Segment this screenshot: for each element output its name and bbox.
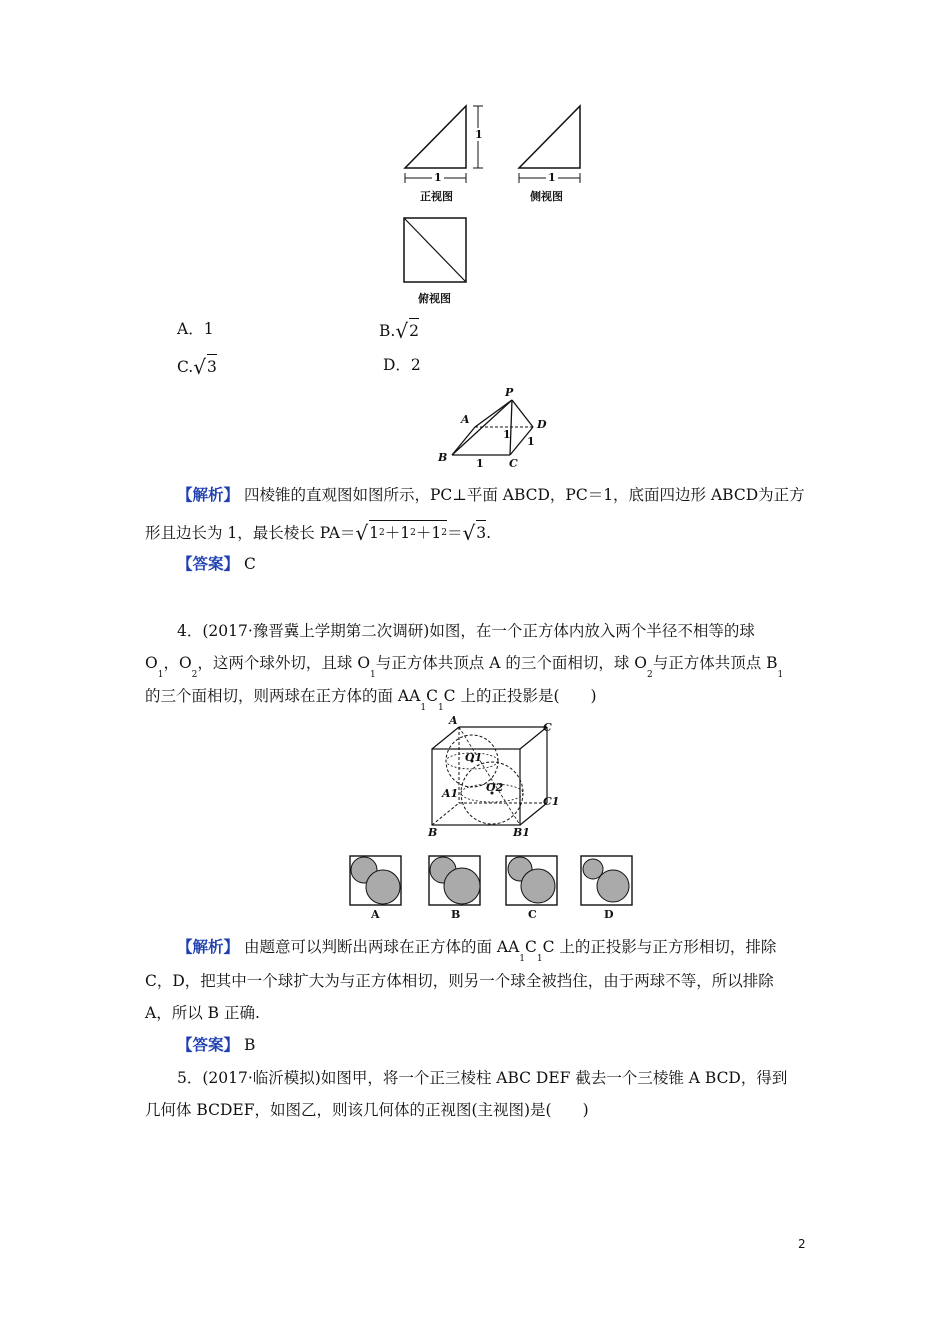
q3-option-a: A．1 [177,320,214,338]
projection-option-a-label: A [371,908,380,921]
projection-option-c-label: C [528,908,537,921]
cube-vertex-a1: A1 [442,787,459,800]
q4-analysis-tag: 【解析】 [177,938,240,956]
pyramid-vertex-a: A [461,413,470,426]
front-view-width-label: 1 [434,171,442,184]
front-view-figure [398,100,498,180]
q3-analysis-line2: 形且边长为 1，最长棱长 PA＝√12＋12＋12＝√3. [145,521,492,545]
q4-answer-tag: 【答案】 [177,1036,240,1054]
q4-analysis-line3: A，所以 B 正确. [145,1004,260,1022]
q5-line2: 几何体 BCDEF，如图乙，则该几何体的正视图(主视图)是( ) [145,1101,589,1119]
pyramid-vertex-b: B [438,451,448,464]
projection-option-b-figure [428,855,482,907]
cube-vertex-c: C [543,721,552,734]
q3-option-c: C.√3 [177,355,217,379]
q4-line3: 的三个面相切，则两球在正方体的面 $AA_1C_1C$ 上的正投影是( ) [145,687,597,713]
q4-analysis-line1: 【解析】 由题意可以判断出两球在正方体的面 $AA_1C_1C$ 上的正投影与正方形相切，排除 [177,938,777,964]
q4-answer: 【答案】 B [177,1036,256,1054]
q3-answer-tag: 【答案】 [177,555,240,573]
pyramid-vertex-d: D [537,418,547,431]
projection-option-c-figure [505,855,559,907]
projection-option-b-label: B [451,908,461,921]
q5-line1: 5．(2017·临沂模拟)如图甲，将一个正三棱柱 ABC DEF 截去一个三棱锥 A BCD，得到 [177,1069,788,1087]
q3-option-b: B.√2 [379,319,419,343]
page-number: 2 [798,1237,806,1251]
cube-vertex-c1: C1 [543,795,560,808]
q3-analysis-tag: 【解析】 [177,486,240,504]
pyramid-edge-pc-label: 1 [503,428,511,441]
projection-option-a-figure [349,855,403,907]
q3-analysis-line1: 【解析】 四棱锥的直观图如图所示，PC⊥平面 ABCD，PC＝1，底面四边形 ABCD为正方 [177,486,805,504]
cube-vertex-b: B [428,826,438,839]
q4-line2: $O_1$，$O_2$，这两个球外切，且球 $O_1$与正方体共顶点 A 的三个面相切，球 $O_2$与正方体共顶点 $B_1$ [145,654,784,680]
top-view-figure [402,216,472,286]
side-view-figure [513,100,593,180]
pyramid-edge-cd-label: 1 [527,435,535,448]
side-view-caption: 侧视图 [530,190,563,203]
projection-option-d-label: D [604,908,614,921]
cube-center-o2: O2 [486,781,504,794]
pyramid-edge-bc-label: 1 [476,457,484,470]
cube-vertex-a: A [449,714,458,727]
side-view-width-label: 1 [548,171,556,184]
projection-option-d-figure [580,855,634,907]
front-view-caption: 正视图 [420,190,453,203]
pyramid-vertex-p: P [505,386,514,399]
cube-vertex-b1: B1 [513,826,530,839]
q4-analysis-line2: C，D，把其中一个球扩大为与正方体相切，则另一个球全被挡住，由于两球不等，所以排除 [145,972,774,990]
pyramid-vertex-c: C [509,457,518,470]
top-view-caption: 俯视图 [418,292,451,305]
front-view-height-label: 1 [475,128,483,141]
q3-option-d: D．2 [383,356,421,374]
q3-answer: 【答案】 C [177,555,256,573]
cube-center-o1: O1 [465,751,483,764]
q4-line1: 4．(2017·豫晋冀上学期第二次调研)如图，在一个正方体内放入两个半径不相等的球 [177,622,755,640]
